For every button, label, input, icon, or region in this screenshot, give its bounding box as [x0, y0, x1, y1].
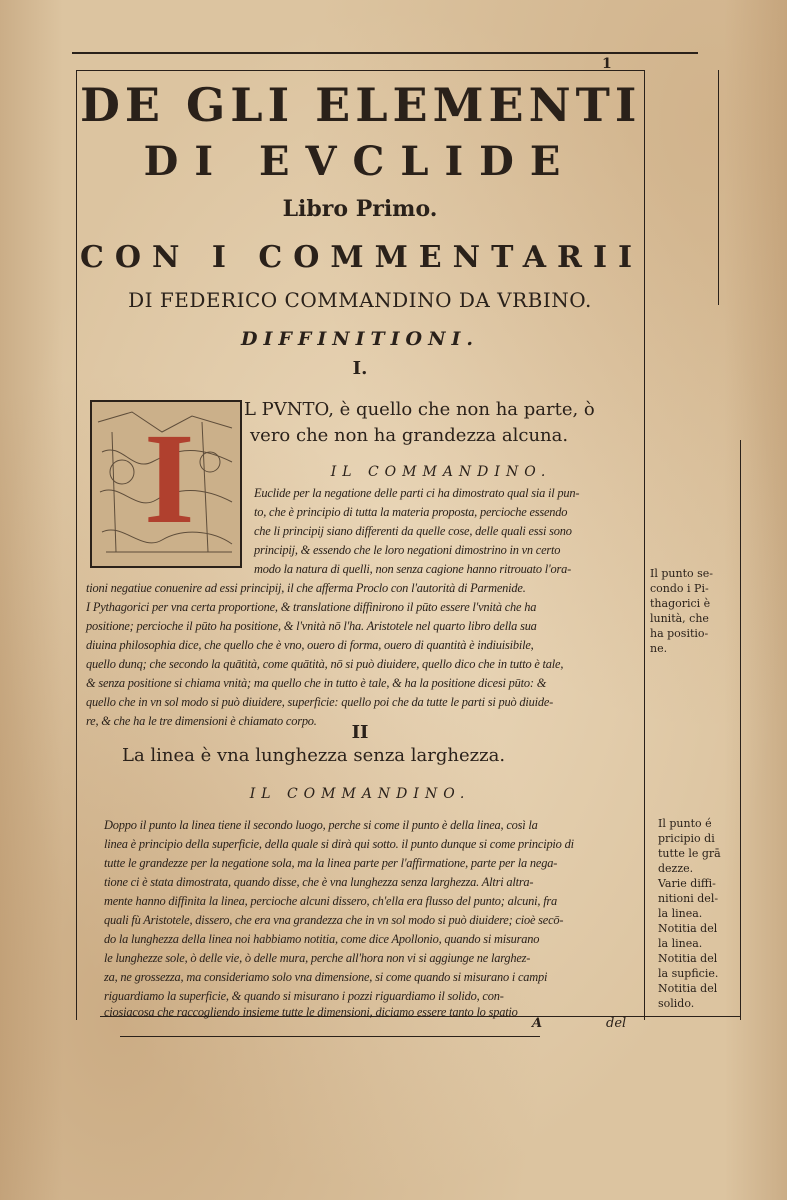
subtitle: CON I COMMENTARII	[80, 240, 644, 275]
page-number: 1	[602, 56, 612, 72]
commentary-2-line: ciosiacosa che raccogliendo insieme tutte le dimensioni, diciamo essere tanto lo spatio	[104, 1005, 518, 1019]
commentary-1-line: modo la natura di quelli, non senza cagione hanno ritrouato l'ora-	[254, 562, 571, 576]
commentary-1-line: quello che in vn sol modo si può diuidere, superficie: quello poi che da tutte le parti si può diuide-	[86, 695, 554, 709]
commentary-1-line: quello dunq; che secondo la quātità, come quātità, nō si può diuidere, quello dico che in tutto è tale,	[86, 657, 564, 671]
top-rule-inner	[76, 70, 644, 71]
commentary-1-line: diuina philosophia dice, che quello che è vno, ouero di forma, ouero di quantità è indiuisibile,	[86, 638, 534, 652]
title-line-2: DI EVCLIDE	[143, 138, 577, 185]
book-title: Libro Primo.	[282, 196, 438, 222]
commentary-2-line: quali fù Aristotele, dissero, che era vna grandezza che in vn sol modo si può diuidere; cioè secō-	[104, 913, 564, 927]
commentary-2-line: le lunghezze sole, ò delle vie, ò delle mura, perche all'hora non vi si aggiunge ne larghez-	[104, 951, 531, 965]
definition-1-line-1: L PVNTO, è quello che non ha parte, ò	[244, 399, 595, 420]
commentary-1-line: Euclide per la negatione delle parti ci ha dimostrato qual sia il pun-	[254, 486, 580, 500]
title-line-1: DE GLI ELEMENTI	[80, 78, 642, 132]
signature-mark: A	[532, 1016, 543, 1031]
initial-letter: I	[144, 407, 195, 551]
catchword: del	[606, 1016, 627, 1031]
left-rule	[76, 70, 77, 1020]
commentary-1-line: to, che è principio di tutta la materia proposta, percioche essendo	[254, 505, 568, 519]
commentary-1-line: principij, & essendo che le loro negationi dimostrino in vn certo	[254, 543, 561, 557]
author-line: DI FEDERICO COMMANDINO DA VRBINO.	[128, 288, 592, 312]
decorated-initial	[90, 400, 242, 568]
text-right-rule	[644, 70, 645, 1020]
commentary-1-line: I Pythagorici per vna certa proportione, & translatione diffinirono il pūto essere l'vnità che ha	[86, 600, 537, 614]
margin-note-pythagoreans: Il punto se- condo i Pi- thagorici è lunità, che ha positio- ne.	[650, 567, 713, 655]
commentary-1-line: positione; percioche il pūto ha positione, & l'vnità nō l'ha. Aristotele nel quarto libro della sua	[86, 619, 537, 633]
definition-2-numeral: II	[351, 722, 369, 743]
commentary-2-line: linea è principio della superficie, della quale si dirà qui sotto. il punto dunque si come principio di	[104, 837, 574, 851]
commentary-2-line: tutte le grandezze per la negatione sola, ma la linea parte per l'affirmatione, parte per la nega-	[104, 856, 558, 870]
commentary-2-heading: IL COMMANDINO.	[249, 786, 471, 802]
definition-1-numeral: I.	[352, 358, 368, 379]
margin-right-rule	[718, 70, 719, 305]
definition-2-text: La linea è vna lunghezza senza larghezza.	[122, 745, 506, 766]
bottom-rule-2	[120, 1036, 540, 1037]
commentary-2-line: riguardiamo la superficie, & quando si misurano i pozzi riguardiamo il solido, con-	[104, 989, 504, 1003]
commentary-2-line: tione ci è stata dimostrata, quando disse, che è vna lunghezza senza larghezza. Altri altra-	[104, 875, 534, 889]
commentary-1-line: & senza positione si chiama vnità; ma quello che in tutto è tale, & ha la positione dicesi pūto: &	[86, 676, 547, 690]
top-rule	[72, 52, 698, 54]
commentary-2-line: za, ne grossezza, ma consideriamo solo vna dimensione, si come quando si misurano i campi	[104, 970, 548, 984]
definition-1-line-2: vero che non ha grandezza alcuna.	[250, 425, 569, 446]
commentary-1-line: che li principij siano differenti da quelle cose, delle quali essi sono	[254, 524, 572, 538]
commentary-1-heading: IL COMMANDINO.	[330, 464, 552, 480]
commentary-1-line: tioni negatiue conuenire ad essi principij, il che afferma Proclo con l'autorità di Parmenide.	[86, 581, 526, 595]
commentary-1-line: re, & che ha le tre dimensioni è chiamato corpo.	[86, 714, 317, 728]
margin-note-line: Il punto é pricipio di tutte le grā dezze. Varie diffi- nitioni del- la linea. Notitia del la linea. Notitia del la supficie. Notitia del solido.	[658, 817, 721, 1010]
commentary-2-line: Doppo il punto la linea tiene il secondo luogo, perche si come il punto è della linea, così la	[104, 818, 538, 832]
section-heading: DIFFINITIONI.	[241, 328, 479, 350]
margin-right-rule-lower	[740, 440, 741, 1020]
commentary-2-line: mente hanno diffinita la linea, percioche alcuni dissero, ch'ella era flusso del punto; alcuni, fra	[104, 894, 558, 908]
commentary-2-line: do la lunghezza della linea noi habbiamo notitia, come dice Apollonio, quando si misurano	[104, 932, 540, 946]
